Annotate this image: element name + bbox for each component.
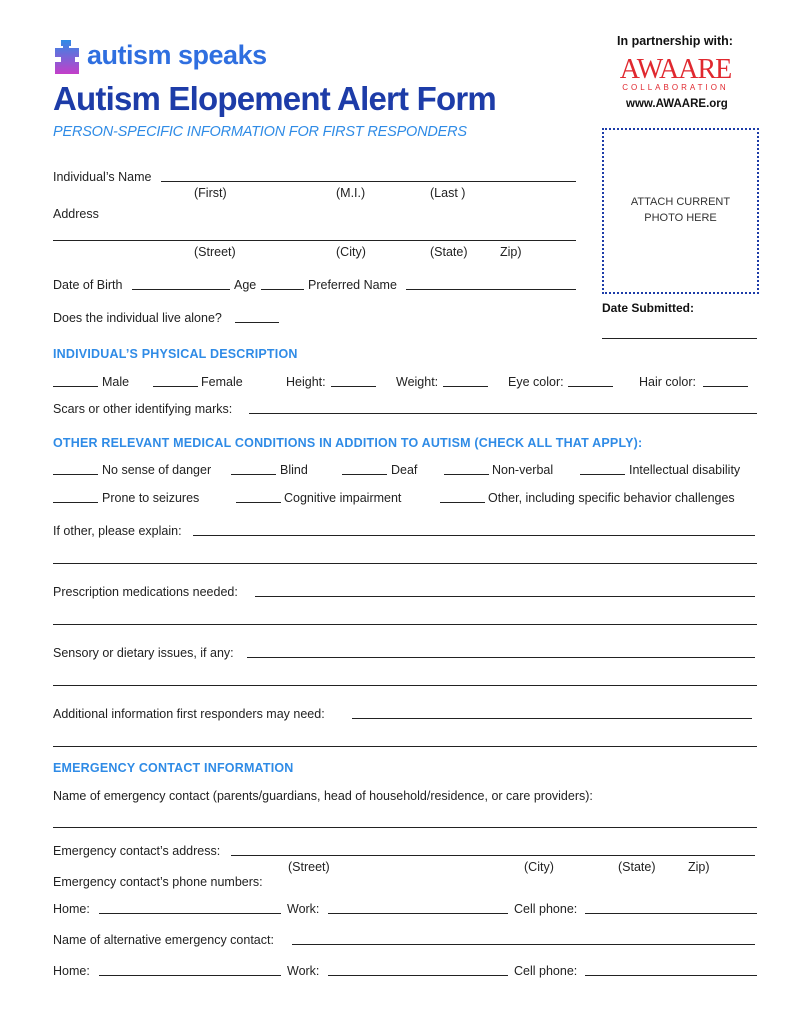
- emergency-city-hint: (City): [524, 860, 554, 874]
- cognitive-line[interactable]: [236, 502, 281, 503]
- emergency-name-label: Name of emergency contact (parents/guardians, head of household/residence, or care providers):: [53, 789, 593, 803]
- preferred-name-line[interactable]: [406, 289, 576, 290]
- prescription-label: Prescription medications needed:: [53, 585, 238, 599]
- last-hint: (Last ): [430, 186, 466, 200]
- work-line[interactable]: [328, 913, 508, 914]
- dob-label: Date of Birth: [53, 278, 123, 292]
- awaare-logo-sub: COLLABORATION: [622, 83, 729, 92]
- awaare-logo: [608, 54, 743, 94]
- hair-color-label: Hair color:: [639, 375, 696, 389]
- home-label-2: Home:: [53, 964, 90, 978]
- sensory-label: Sensory or dietary issues, if any:: [53, 646, 234, 660]
- street-hint: (Street): [194, 245, 236, 259]
- height-line[interactable]: [331, 386, 376, 387]
- prescription-line[interactable]: [255, 596, 755, 597]
- name-line[interactable]: [161, 181, 576, 182]
- danger-line[interactable]: [53, 474, 98, 475]
- live-alone-label: Does the individual live alone?: [53, 311, 222, 325]
- home-label: Home:: [53, 902, 90, 916]
- address-label: Address: [53, 207, 99, 221]
- home-line-2[interactable]: [99, 975, 281, 976]
- cell-label: Cell phone:: [514, 902, 578, 916]
- address-line[interactable]: [53, 240, 576, 241]
- cell-line-2[interactable]: [585, 975, 757, 976]
- sensory-line-2[interactable]: [53, 685, 757, 686]
- eye-color-label: Eye color:: [508, 375, 564, 389]
- emergency-name-line[interactable]: [53, 827, 757, 828]
- scars-label: Scars or other identifying marks:: [53, 402, 233, 416]
- blind-label: Blind: [280, 463, 308, 477]
- scars-line[interactable]: [249, 413, 757, 414]
- work-label-2: Work:: [287, 964, 320, 978]
- zip-hint: Zip): [500, 245, 522, 259]
- alt-contact-line[interactable]: [292, 944, 755, 945]
- sensory-line[interactable]: [247, 657, 755, 658]
- additional-line-2[interactable]: [53, 746, 757, 747]
- hair-color-line[interactable]: [703, 386, 748, 387]
- eye-color-line[interactable]: [568, 386, 613, 387]
- male-label: Male: [102, 375, 130, 389]
- emergency-street-hint: (Street): [288, 860, 330, 874]
- photo-label-1: ATTACH CURRENT: [630, 196, 731, 208]
- weight-label: Weight:: [396, 375, 439, 389]
- weight-line[interactable]: [443, 386, 488, 387]
- cognitive-label: Cognitive impairment: [284, 491, 402, 505]
- other-label: Other, including specific behavior challenges: [488, 491, 735, 505]
- cell-line[interactable]: [585, 913, 757, 914]
- height-label: Height:: [286, 375, 326, 389]
- explain-label: If other, please explain:: [53, 524, 182, 538]
- explain-line[interactable]: [193, 535, 755, 536]
- puzzle-piece-icon: [53, 40, 81, 74]
- seizures-line[interactable]: [53, 502, 98, 503]
- male-line[interactable]: [53, 386, 98, 387]
- emergency-heading: EMERGENCY CONTACT INFORMATION: [53, 761, 294, 775]
- explain-line-2[interactable]: [53, 563, 757, 564]
- danger-label: No sense of danger: [102, 463, 212, 477]
- age-label: Age: [234, 278, 257, 292]
- deaf-label: Deaf: [391, 463, 418, 477]
- work-label: Work:: [287, 902, 320, 916]
- page-subtitle: PERSON-SPECIFIC INFORMATION FOR FIRST RESPONDERS: [53, 124, 467, 140]
- physical-heading: INDIVIDUAL’S PHYSICAL DESCRIPTION: [53, 347, 298, 361]
- photo-box: [602, 128, 759, 294]
- alt-contact-label: Name of alternative emergency contact:: [53, 933, 274, 947]
- cell-label-2: Cell phone:: [514, 964, 578, 978]
- date-submitted-label: Date Submitted:: [602, 301, 695, 315]
- age-line[interactable]: [261, 289, 304, 290]
- state-hint: (State): [430, 245, 468, 259]
- preferred-name-label: Preferred Name: [308, 278, 397, 292]
- nonverbal-label: Non-verbal: [492, 463, 554, 477]
- prescription-line-2[interactable]: [53, 624, 757, 625]
- dob-line[interactable]: [132, 289, 230, 290]
- awaare-logo-text: AWAARE: [619, 54, 732, 85]
- female-label: Female: [201, 375, 243, 389]
- emergency-address-line[interactable]: [231, 855, 755, 856]
- home-line[interactable]: [99, 913, 281, 914]
- work-line-2[interactable]: [328, 975, 508, 976]
- page-title: Autism Elopement Alert Form: [53, 80, 496, 117]
- additional-label: Additional information first responders may need:: [53, 707, 325, 721]
- blind-line[interactable]: [231, 474, 276, 475]
- date-submitted-line[interactable]: [602, 338, 757, 339]
- emergency-address-label: Emergency contact’s address:: [53, 844, 221, 858]
- partner-url: www.AWAARE.org: [626, 98, 728, 110]
- female-line[interactable]: [153, 386, 198, 387]
- medical-heading: OTHER RELEVANT MEDICAL CONDITIONS IN ADDITION TO AUTISM (CHECK ALL THAT APPLY):: [53, 436, 643, 450]
- autism-speaks-logo: [53, 40, 283, 76]
- seizures-label: Prone to seizures: [102, 491, 200, 505]
- additional-line[interactable]: [352, 718, 752, 719]
- name-label: Individual’s Name: [53, 170, 152, 184]
- deaf-line[interactable]: [342, 474, 387, 475]
- other-line[interactable]: [440, 502, 485, 503]
- emergency-zip-hint: Zip): [688, 860, 710, 874]
- nonverbal-line[interactable]: [444, 474, 489, 475]
- first-hint: (First): [194, 186, 227, 200]
- intellectual-line[interactable]: [580, 474, 625, 475]
- emergency-phones-label: Emergency contact’s phone numbers:: [53, 875, 263, 889]
- city-hint: (City): [336, 245, 366, 259]
- partner-label: In partnership with:: [617, 34, 733, 48]
- logo-text: autism speaks: [87, 40, 267, 70]
- emergency-state-hint: (State): [618, 860, 656, 874]
- photo-label-2: PHOTO HERE: [644, 212, 717, 224]
- intellectual-label: Intellectual disability: [629, 463, 741, 477]
- live-alone-line[interactable]: [235, 322, 279, 323]
- mi-hint: (M.I.): [336, 186, 366, 200]
